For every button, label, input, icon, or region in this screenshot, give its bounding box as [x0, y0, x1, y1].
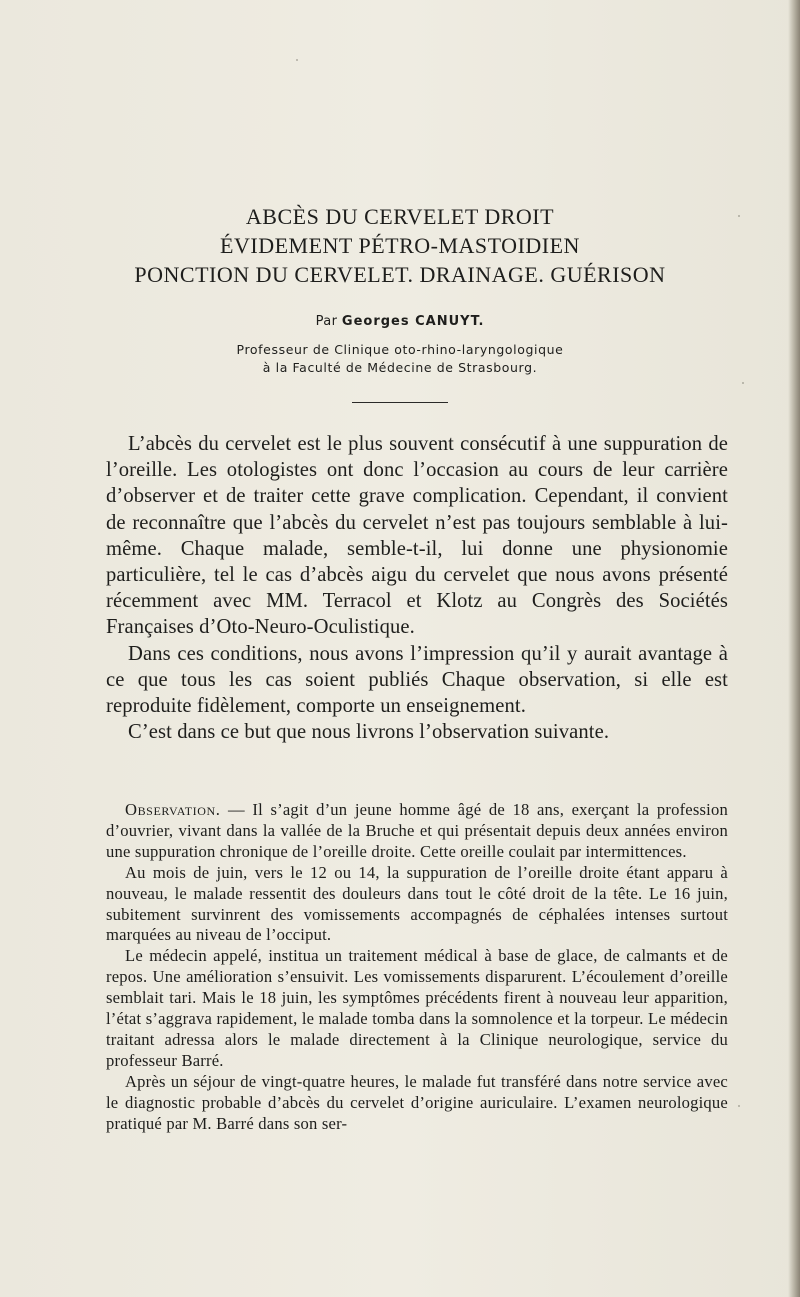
binding-shadow	[788, 0, 800, 1297]
author-line	[120, 313, 680, 331]
observation-dash: —	[220, 800, 253, 819]
intro-paragraph-3: C’est dans ce but que nous livrons l’observation suivante.	[128, 721, 610, 744]
author-affiliation-1: Professeur de Clinique oto-rhino-laryngologique	[236, 342, 564, 357]
author-prefix: Par	[315, 314, 342, 329]
title-separator-rule	[352, 402, 448, 403]
introduction	[106, 431, 728, 745]
author-affiliation-2: à la Faculté de Médecine de Strasbourg.	[262, 360, 538, 375]
intro-paragraph-2: Dans ces conditions, nous avons l’impression qu’il y aurait avantage à ce que tous les cas soient publiés Chaque observation, si elle est reproduite fidèlement, comporte un enseignement.	[106, 642, 728, 718]
article-title	[90, 202, 710, 289]
observation-paragraph-4: Après un séjour de vingt-quatre heures, le malade fut transféré dans notre service avec le diagnostic probable d’abcès du cervelet d’origine auriculaire. L’examen neurologique pratiqué par M. Barré dans son ser-	[106, 1071, 728, 1133]
intro-paragraph-1: L’abcès du cervelet est le plus souvent consécutif à une suppuration de l’oreille. Les otologistes ont donc l’occasion au cours de leur carrière d’observer et de traiter cette grave complication. Cependant, il convient de reconnaître que l’abcès du cervelet n’est pas toujours semblable à lui-même. Chaque malade, semble-t-il, lui donne une physionomie particulière, tel le cas d’abcès aigu du cervelet que nous avons présenté récemment avec MM. Terracol et Klotz au Congrès des Sociétés Françaises d’Oto-Neuro-Oculistique.	[106, 433, 728, 639]
observation-paragraph-2: Au mois de juin, vers le 12 ou 14, la suppuration de l’oreille droite étant apparu à nouveau, le malade ressentit des douleurs dans tout le côté droit de la tête. Le 16 juin, subitement survinrent des vomissements accompagnés de céphalées intenses surtout marquées au niveau de l’occiput.	[106, 862, 728, 945]
author-name: Georges CANUYT.	[341, 314, 485, 329]
byline	[120, 313, 680, 377]
title-line-2: ÉVIDEMENT PÉTRO-MASTOIDIEN	[220, 233, 580, 258]
observation-paragraph-1	[106, 800, 728, 863]
observation-heading: Observation.	[125, 800, 221, 819]
observation-paragraph-3: Le médecin appelé, institua un traitement médical à base de glace, de calmants et de repos. Une amélioration s’ensuivit. Les vomissements disparurent. L’écoulement d’oreille semblait tari. Mais le 18 juin, les symptômes précédents firent à nouveau leur apparition, l’état s’aggrava rapidement, le malade tomba dans la somnolence et la torpeur. Le médecin traitant adressa alors le malade directement à la Clinique neurologique, service du professeur Barré.	[106, 946, 728, 1070]
title-line-1: ABCÈS DU CERVELET DROIT	[245, 204, 555, 229]
title-line-3: PONCTION DU CERVELET. DRAINAGE. GUÉRISON	[134, 262, 666, 287]
observation-section	[106, 800, 728, 1135]
observation-paragraph-1-text: Il s’agit d’un jeune homme âgé de 18 ans, exerçant la profession d’ouvrier, vivant dans la vallée de la Bruche et qui présentait depuis deux années environ une suppuration chronique de l’oreille droite. Cette oreille coulait par intermittences.	[106, 800, 728, 861]
